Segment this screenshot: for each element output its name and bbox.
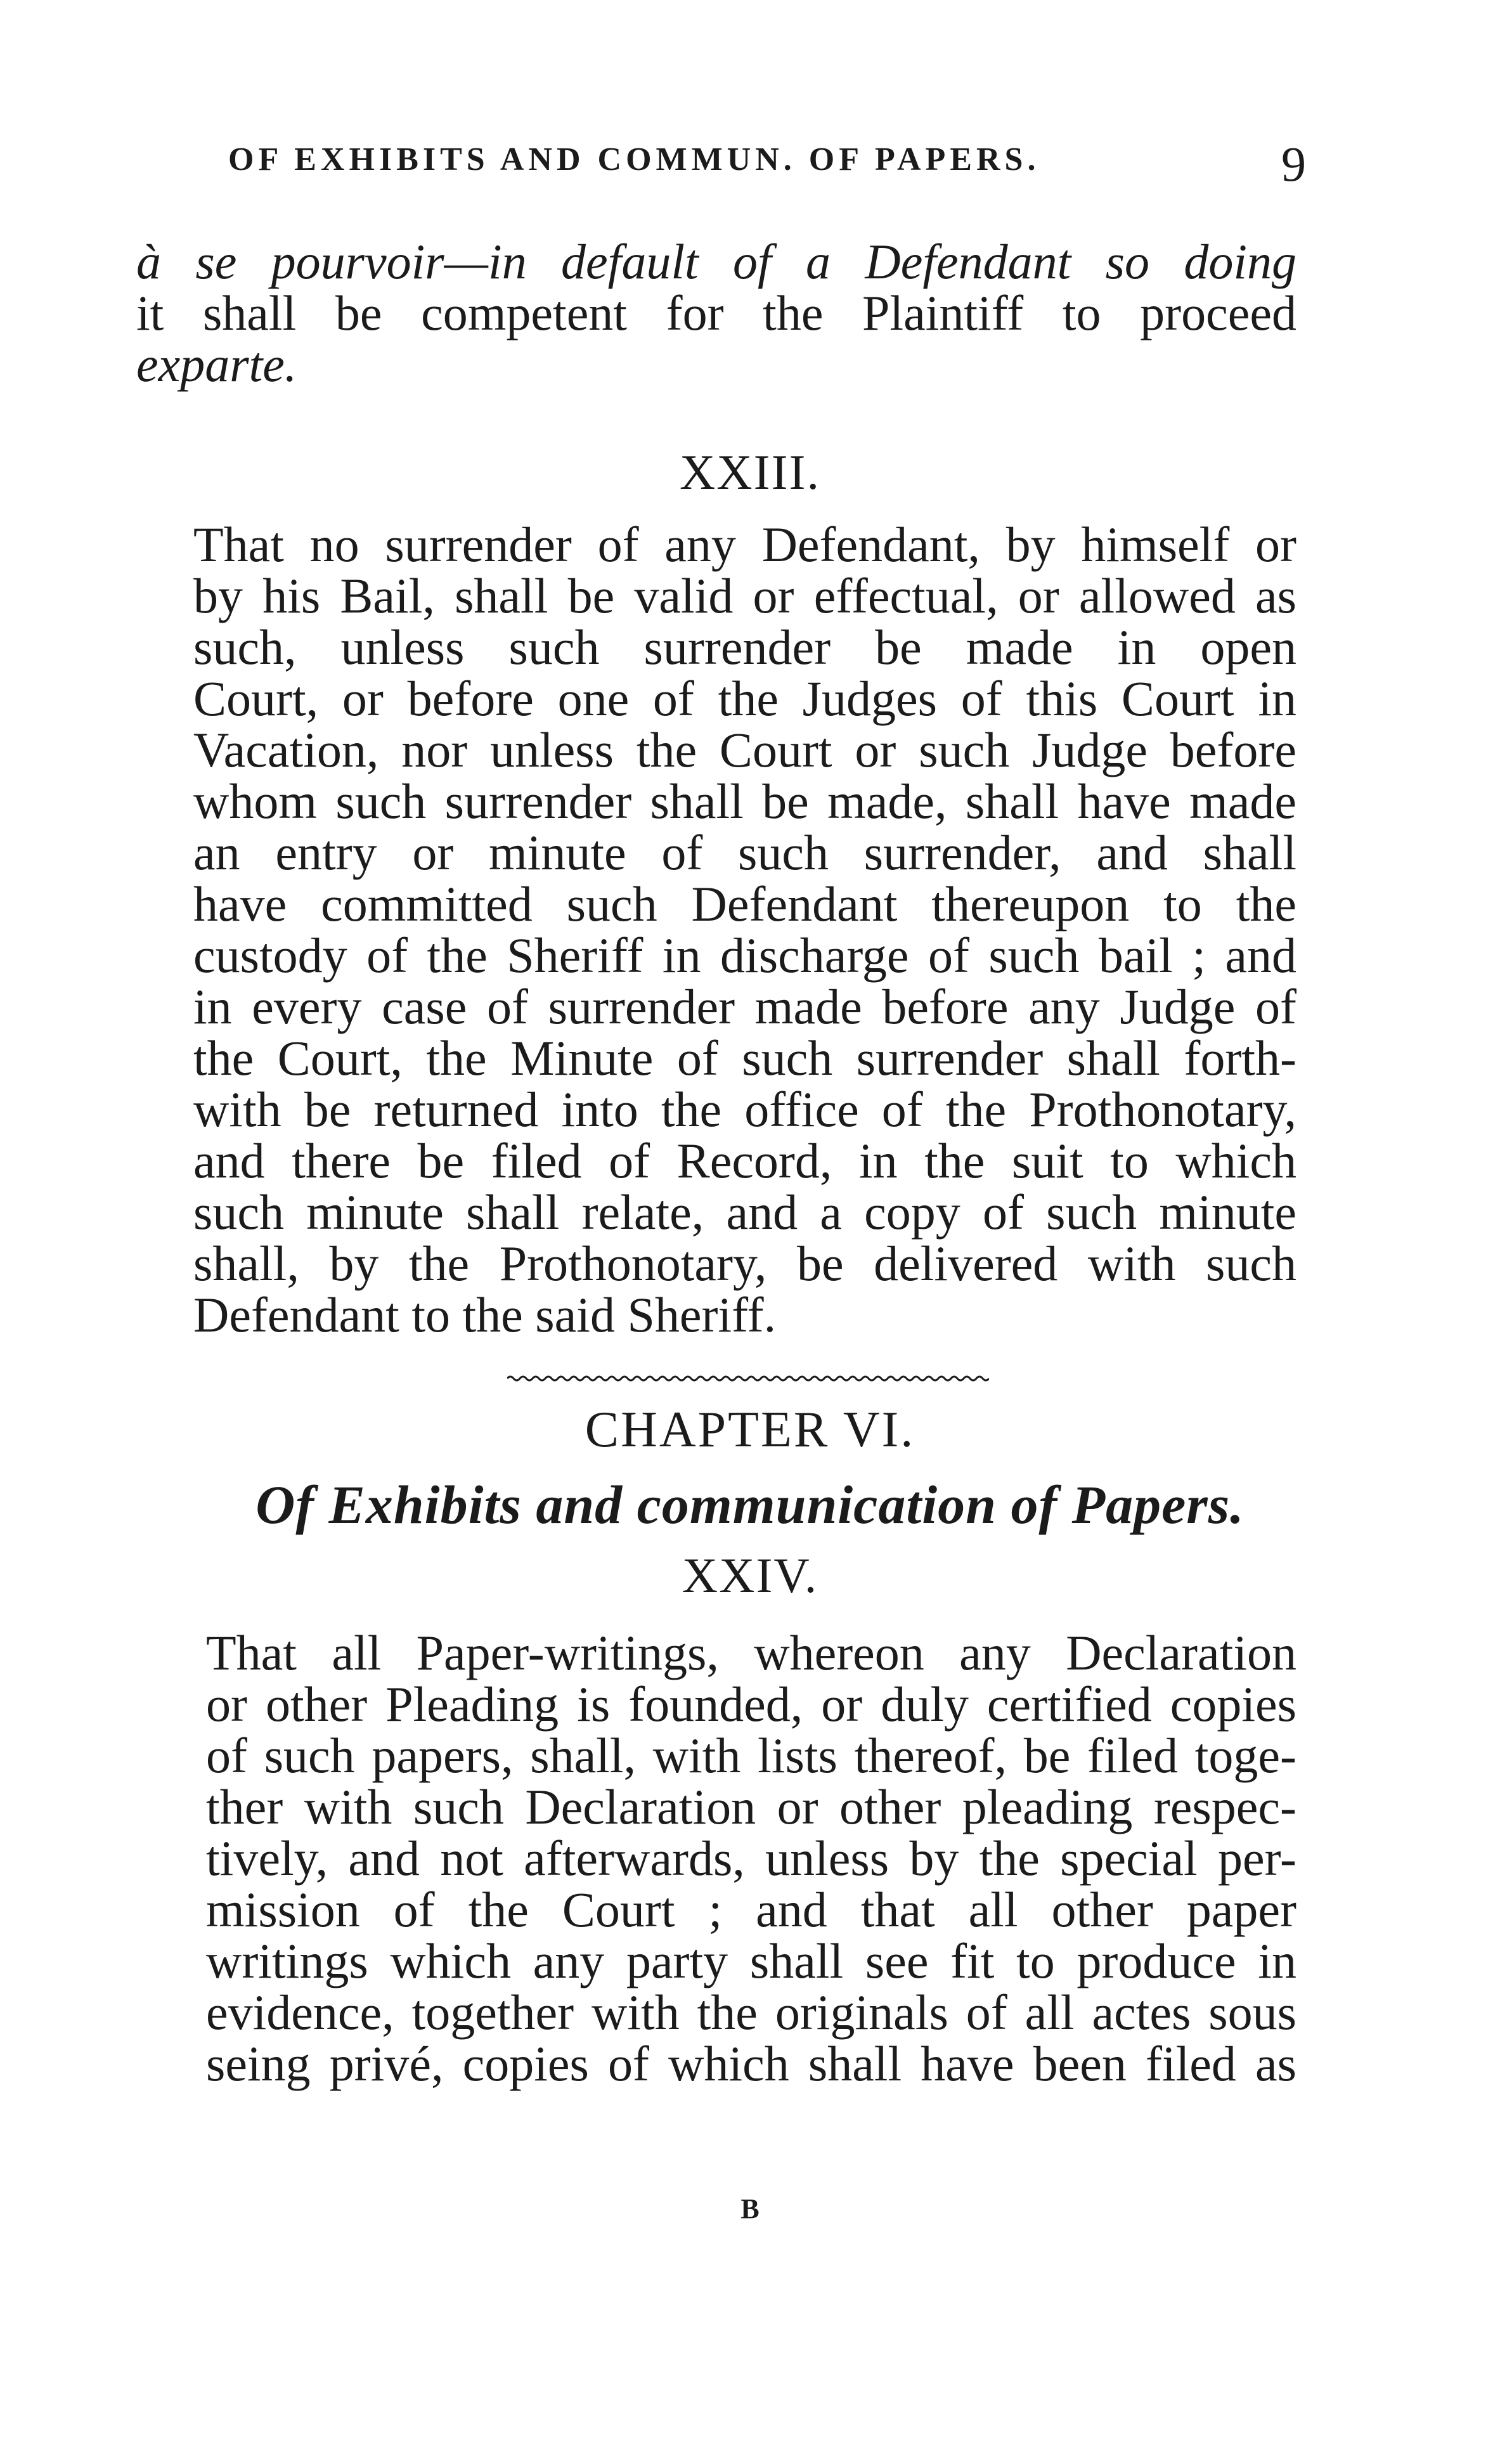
signature-mark: B (740, 2193, 760, 2224)
chapter-subtitle: Of Exhibits and communication of Papers. (255, 1474, 1245, 1535)
text-line: have committed such Defendant thereupon to the (193, 876, 1296, 931)
article-24-paragraph (136, 1627, 1296, 2089)
running-title: OF EXHIBITS AND COMMUN. OF PAPERS. (228, 141, 1040, 178)
text-line: writings which any party shall see fit to produce in (206, 1933, 1296, 1988)
text-line: such, unless such surrender be made in open (193, 619, 1296, 675)
chapter-title: CHAPTER VI. (585, 1402, 915, 1458)
text-line: custody of the Sheriff in discharge of such bail ; and (193, 928, 1296, 983)
text-line: and there be filed of Record, in the suit to which (193, 1133, 1296, 1188)
article-number-23: XXIII. (679, 444, 821, 500)
text-line (136, 236, 1296, 287)
text-line: of such papers, shall, with lists thereof, be filed toge- (206, 1728, 1296, 1783)
wavy-divider-rule (507, 1373, 989, 1384)
text-line: the Court, the Minute of such surrender shall forth- (193, 1030, 1296, 1086)
text-line: That all Paper-writings, whereon any Declaration (206, 1625, 1296, 1680)
text-line: evidence, together with the originals of all actes sous (206, 1985, 1296, 2040)
text-line: in every case of surrender made before any Judge of (193, 979, 1296, 1034)
text-line: by his Bail, shall be valid or effectual, or allowed as (193, 568, 1296, 623)
article-number-24: XXIV. (682, 1548, 818, 1603)
text-line: it shall be competent for the Plaintiff to proceed (136, 285, 1296, 340)
running-head (228, 136, 1306, 191)
text-line: That no surrender of any Defendant, by himself or (193, 517, 1296, 572)
text-line: ther with such Declaration or other pleading respec- (206, 1779, 1296, 1834)
text-line: seing privé, copies of which shall have been filed as (206, 2036, 1296, 2091)
text-line: or other Pleading is founded, or duly certified copies (206, 1676, 1296, 1732)
text-line: Vacation, nor unless the Court or such Judge before (193, 722, 1296, 777)
article-23-paragraph (136, 519, 1296, 1340)
page-number: 9 (1281, 136, 1306, 191)
italic-phrase: à se pourvoir—in default of a Defendant so doing (136, 234, 1296, 289)
text-line: such minute shall relate, and a copy of such minute (193, 1184, 1296, 1240)
text-line: tively, and not afterwards, unless by the special per- (206, 1831, 1296, 1886)
text-line: shall, by the Prothonotary, be delivered with such (193, 1236, 1296, 1291)
text-line: an entry or minute of such surrender, and shall (193, 825, 1296, 880)
opening-paragraph (136, 236, 1296, 390)
text-line: Court, or before one of the Judges of this Court in (193, 671, 1296, 726)
text-line: with be returned into the office of the Prothonotary, (193, 1082, 1296, 1137)
text-line: Defendant to the said Sheriff. (193, 1287, 777, 1342)
text-line: mission of the Court ; and that all other paper (206, 1882, 1296, 1937)
text-line: exparte. (136, 337, 297, 392)
text-line: whom such surrender shall be made, shall have made (193, 774, 1296, 829)
